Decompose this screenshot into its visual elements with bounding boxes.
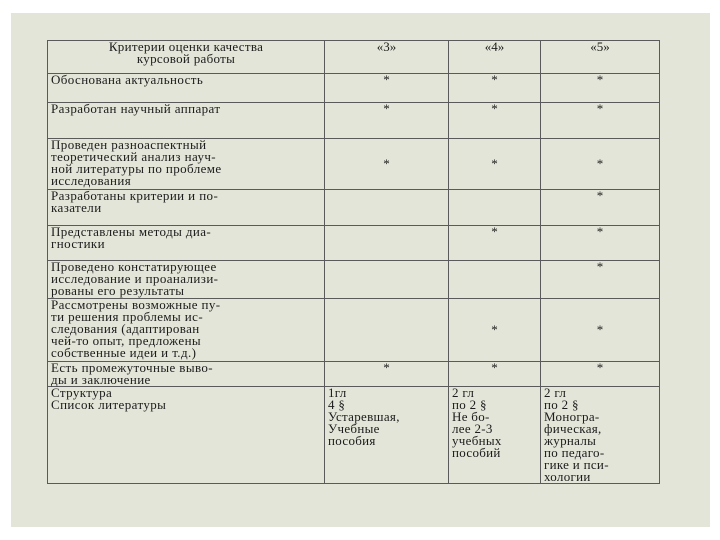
mark-grade-3: * [325,103,449,139]
mark-grade-4: * [449,139,541,190]
mark-grade-4 [449,261,541,299]
criterion-text: Представлены методы диа- гностики [48,226,325,261]
mark-grade-5: * [541,226,660,261]
criteria-table [47,40,660,484]
criterion-text: Проведено констатирующее исследование и проанализи- рованы его результаты [48,261,325,299]
mark-grade-3 [325,190,449,226]
structure-literature-labels [48,387,325,484]
mark-grade-4: * [449,362,541,387]
mark-grade-3: * [325,362,449,387]
mark-grade-4: * [449,74,541,103]
header-row [48,41,660,74]
criteria-column-header: Критерии оценки качества курсовой работы [48,41,325,74]
criterion-row [48,362,660,387]
grade-3-header: «3» [325,41,449,74]
mark-grade-5: * [541,362,660,387]
mark-grade-4: * [449,299,541,362]
structure-label: Структура [51,385,113,400]
criterion-row [48,299,660,362]
mark-grade-4: * [449,103,541,139]
mark-grade-3: * [325,139,449,190]
mark-grade-5: * [541,190,660,226]
criterion-row [48,74,660,103]
mark-grade-4: * [449,226,541,261]
criterion-text: Разработан научный аппарат [48,103,325,139]
criterion-text: Рассмотрены возможные пу- ти решения проблемы ис- следования (адаптирован чей-то опыт, предложены собственные идеи и т.д.) [48,299,325,362]
grade-5-requirements: 2 гл по 2 § Моногра- фическая, журналы по педаго- гике и пси- хологии [541,387,660,484]
grade-3-requirements: 1гл 4 § Устаревшая, Учебные пособия [325,387,449,484]
mark-grade-3: * [325,74,449,103]
criterion-text: Есть промежуточные выво- ды и заключение [48,362,325,387]
grade-4-requirements: 2 гл по 2 § Не бо- лее 2-3 учебных пособий [449,387,541,484]
criterion-text: Обоснована актуальность [48,74,325,103]
grade-4-header: «4» [449,41,541,74]
criterion-text: Разработаны критерии и по- казатели [48,190,325,226]
mark-grade-5: * [541,139,660,190]
mark-grade-5: * [541,74,660,103]
mark-grade-3 [325,261,449,299]
mark-grade-3 [325,299,449,362]
mark-grade-4 [449,190,541,226]
criterion-row [48,261,660,299]
criterion-row [48,103,660,139]
criterion-row [48,190,660,226]
criterion-row [48,226,660,261]
mark-grade-3 [325,226,449,261]
criterion-row [48,139,660,190]
grade-5-header: «5» [541,41,660,74]
mark-grade-5: * [541,261,660,299]
mark-grade-5: * [541,103,660,139]
structure-literature-row [48,387,660,484]
literature-label: Список литературы [51,397,167,412]
criterion-text: Проведен разноаспектный теоретический анализ науч- ной литературы по проблеме исследования [48,139,325,190]
mark-grade-5: * [541,299,660,362]
